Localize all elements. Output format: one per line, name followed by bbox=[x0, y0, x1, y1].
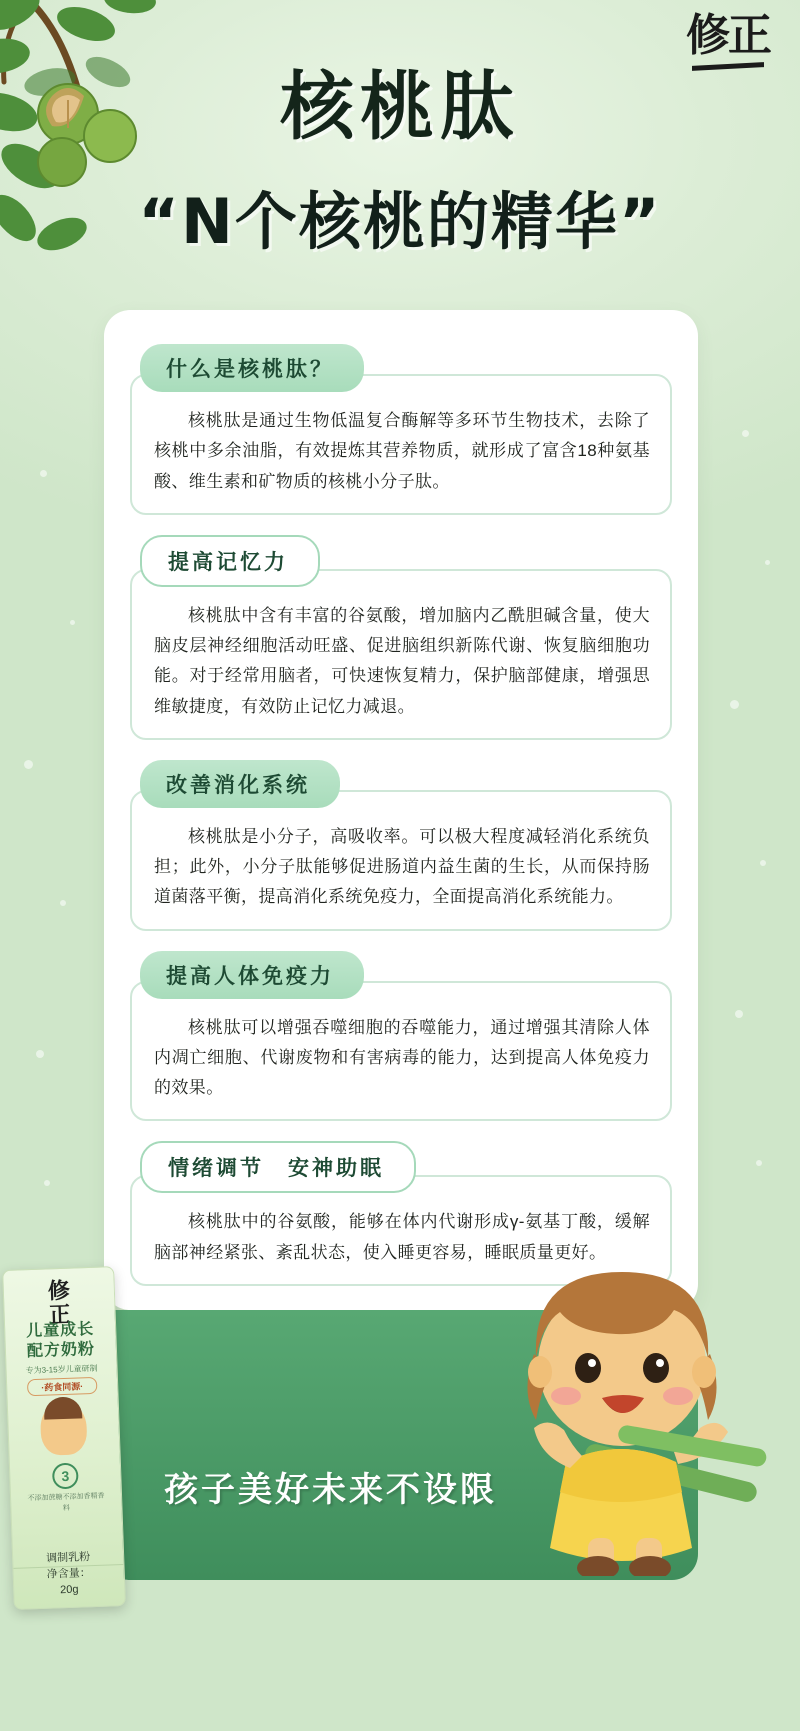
package-bottom-info bbox=[13, 1549, 125, 1601]
page-title: 核桃肽 bbox=[280, 64, 520, 150]
section-immunity bbox=[130, 951, 672, 1122]
content-card bbox=[104, 310, 698, 1310]
footer-slogan: 孩子美好未来不设限 bbox=[164, 1470, 497, 1510]
product-package-image bbox=[2, 1266, 126, 1610]
section-digestion bbox=[130, 760, 672, 931]
mascot-girl-illustration bbox=[470, 1246, 770, 1576]
package-title-2: 配方奶粉 bbox=[26, 1340, 96, 1361]
section-what-is bbox=[130, 344, 672, 515]
package-kid-illustration bbox=[40, 1401, 88, 1457]
package-product-name: 调制乳粉 bbox=[45, 1551, 91, 1565]
package-brand-logo: 修正 bbox=[47, 1277, 72, 1328]
section-heading: 提高人体免疫力 bbox=[140, 951, 364, 999]
section-body bbox=[130, 981, 672, 1122]
section-body bbox=[130, 569, 672, 740]
section-text: 核桃肽中的谷氨酸，能够在体内代谢形成γ-氨基丁酸，缓解脑部神经紧张、紊乱状态，使入睡更容易，睡眠质量更好。 bbox=[154, 1212, 650, 1262]
package-tag: ·药食同源· bbox=[27, 1377, 98, 1396]
package-age-badge: 3 bbox=[52, 1463, 79, 1490]
section-memory bbox=[130, 535, 672, 740]
package-fine-print: 不添加蔗糖不添加香精香料 bbox=[27, 1493, 105, 1512]
section-heading: 改善消化系统 bbox=[140, 760, 340, 808]
package-net-value: 20g bbox=[59, 1583, 79, 1597]
section-heading: 情绪调节 安神助眠 bbox=[140, 1141, 416, 1193]
page-subtitle: “N个核桃的精华” bbox=[138, 185, 662, 258]
package-title: 儿童成长 bbox=[25, 1320, 95, 1341]
section-text: 核桃肽是通过生物低温复合酶解等多环节生物技术，去除了核桃中多余油脂，有效提炼其营养物质，就形成了富含18种氨基酸、维生素和矿物质的核桃小分子肽。 bbox=[154, 411, 650, 491]
brand-logo-text: 修正 bbox=[686, 11, 770, 60]
section-heading: 提高记忆力 bbox=[140, 535, 320, 587]
section-text: 核桃肽是小分子，高吸收率。可以极大程度减轻消化系统负担；此外，小分子肽能够促进肠道内益生菌的生长，从而保持肠道菌落平衡，提高消化系统免疫力，全面提高消化系统能力。 bbox=[154, 826, 650, 907]
section-body bbox=[130, 374, 672, 515]
section-text: 核桃肽可以增强吞噬细胞的吞噬能力，通过增强其清除人体内凋亡细胞、代谢废物和有害病毒的能力，达到提高人体免疫力的效果。 bbox=[154, 1017, 650, 1097]
page-header bbox=[0, 0, 800, 300]
section-body bbox=[130, 790, 672, 931]
package-subtitle: 专为3-15岁儿童研制 bbox=[25, 1363, 98, 1376]
section-heading: 什么是核桃肽？ bbox=[140, 344, 364, 392]
section-text: 核桃肽中含有丰富的谷氨酸，增加脑内乙酰胆碱含量，使大脑皮层神经细胞活动旺盛、促进脑组织新陈代谢、恢复脑细胞功能。对于经常用脑者，可快速恢复精力，保护脑部健康，增强思维敏捷度，有效防止记忆力减退。 bbox=[154, 605, 650, 716]
package-net-label: 净含量： bbox=[46, 1567, 91, 1581]
